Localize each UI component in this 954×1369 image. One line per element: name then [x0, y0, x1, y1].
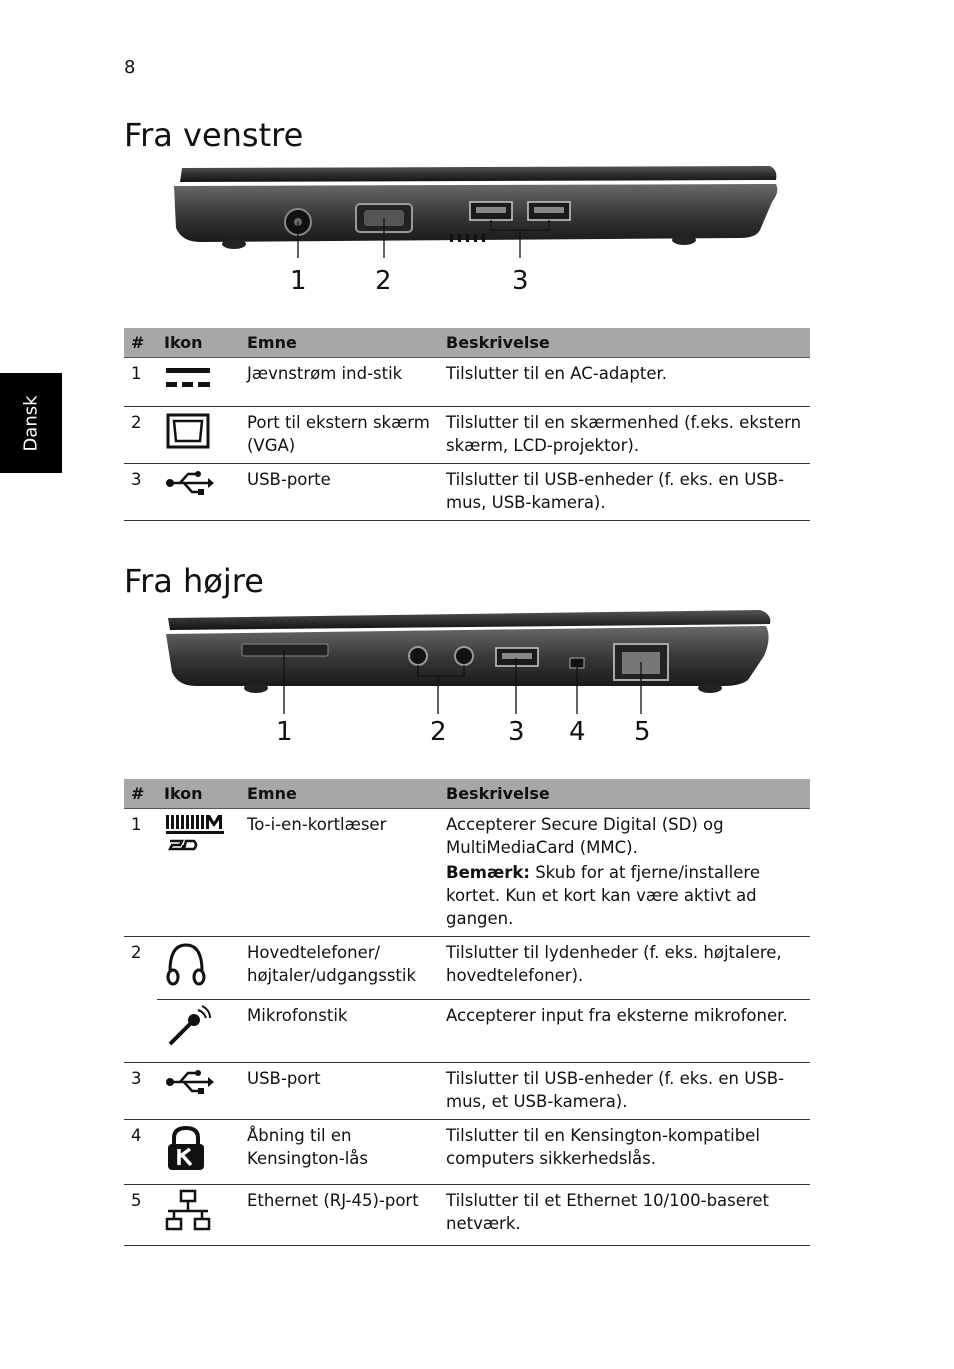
col-header-num: # — [124, 328, 157, 358]
table-row — [124, 937, 810, 1000]
row-item: To-i-en-kortlæser — [240, 809, 439, 937]
row-desc: Accepterer input fra eksterne mikrofoner. — [439, 1000, 810, 1063]
row-item: Jævnstrøm ind-stik — [240, 358, 439, 407]
callout-right-4: 4 — [569, 717, 586, 747]
note-label: Bemærk: — [446, 863, 530, 882]
left-ports-table — [124, 328, 810, 521]
row-desc: Tilslutter til USB-enheder (f. eks. en USB-mus, et USB-kamera). — [439, 1063, 810, 1120]
section-title-left: Fra venstre — [124, 116, 304, 154]
row-item: Hovedtelefoner/ højtaler/udgangsstik — [240, 937, 439, 1000]
laptop-left-side-illustration — [160, 158, 790, 258]
row-item: Åbning til en Kensington-lås — [240, 1120, 439, 1185]
row-desc: Tilslutter til en Kensington-kompatibel computers sikkerhedslås. — [439, 1120, 810, 1185]
row-item: USB-porte — [240, 464, 439, 521]
table-row — [124, 358, 810, 407]
col-header-desc: Beskrivelse — [439, 328, 810, 358]
right-ports-table — [124, 779, 810, 1246]
callout-right-1: 1 — [276, 717, 293, 747]
table-row — [124, 1120, 810, 1185]
table-row — [124, 1000, 810, 1063]
usb-icon — [164, 468, 214, 498]
row-item: Port til ekstern skærm (VGA) — [240, 407, 439, 464]
table-row — [124, 407, 810, 464]
row-num: 4 — [124, 1120, 157, 1185]
table-row — [124, 1185, 810, 1246]
col-header-item: Emne — [240, 328, 439, 358]
dc-power-icon — [164, 362, 212, 394]
col-header-icon: Ikon — [157, 328, 240, 358]
table-row — [124, 1063, 810, 1120]
col-header-num: # — [124, 779, 157, 809]
note-text: Skub for at fjerne/installere kortet. Kun et kort kan være aktivt ad gangen. — [446, 863, 760, 928]
headphones-icon — [164, 941, 208, 987]
row-num: 3 — [124, 464, 157, 521]
row-note — [446, 861, 804, 930]
ethernet-icon — [164, 1189, 212, 1233]
laptop-right-side-illustration — [160, 604, 780, 714]
row-num: 3 — [124, 1063, 157, 1120]
row-desc: Accepterer Secure Digital (SD) og MultiMediaCard (MMC). — [446, 815, 724, 857]
row-desc: Tilslutter til USB-enheder (f. eks. en USB-mus, USB-kamera). — [439, 464, 810, 521]
row-num: 2 — [124, 937, 157, 1063]
table-row — [124, 464, 810, 521]
row-desc: Tilslutter til lydenheder (f. eks. højtalere, hovedtelefoner). — [439, 937, 810, 1000]
callout-right-3: 3 — [508, 717, 525, 747]
microphone-icon — [164, 1004, 212, 1050]
usb-icon — [164, 1067, 214, 1097]
row-num: 1 — [124, 809, 157, 937]
section-title-right: Fra højre — [124, 562, 264, 600]
col-header-item: Emne — [240, 779, 439, 809]
row-desc: Tilslutter til en skærmenhed (f.eks. ekstern skærm, LCD-projektor). — [439, 407, 810, 464]
kensington-lock-icon — [164, 1124, 208, 1172]
row-num: 2 — [124, 407, 157, 464]
row-desc: Tilslutter til en AC-adapter. — [439, 358, 810, 407]
mmc-sd-icon — [164, 813, 228, 853]
row-item: Ethernet (RJ-45)-port — [240, 1185, 439, 1246]
row-item: USB-port — [240, 1063, 439, 1120]
callout-left-1: 1 — [290, 266, 307, 296]
callout-left-2: 2 — [375, 266, 392, 296]
row-desc: Tilslutter til et Ethernet 10/100-baseret netværk. — [439, 1185, 810, 1246]
language-tab-label: Dansk — [20, 394, 42, 452]
callout-right-2: 2 — [430, 717, 447, 747]
vga-port-icon — [164, 411, 212, 451]
col-header-icon: Ikon — [157, 779, 240, 809]
callout-right-5: 5 — [634, 717, 651, 747]
callout-left-3: 3 — [512, 266, 529, 296]
page-number: 8 — [124, 57, 136, 78]
table-row — [124, 809, 810, 937]
row-item: Mikrofonstik — [240, 1000, 439, 1063]
row-num: 5 — [124, 1185, 157, 1246]
col-header-desc: Beskrivelse — [439, 779, 810, 809]
row-num: 1 — [124, 358, 157, 407]
language-tab — [0, 373, 62, 473]
